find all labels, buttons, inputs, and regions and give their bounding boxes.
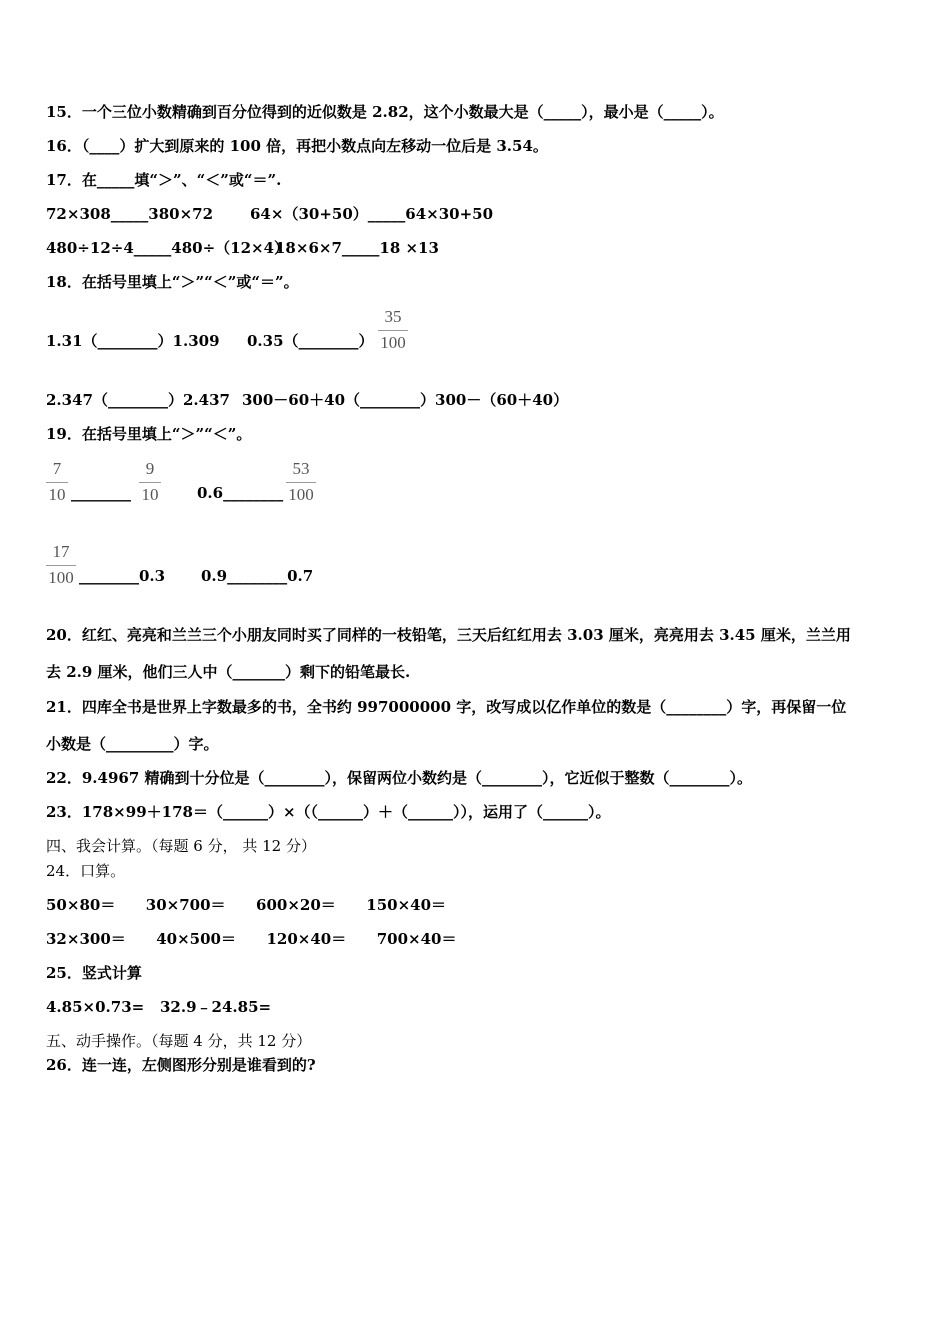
fraction-bar [46, 482, 68, 483]
vertical-calc-item: 32.9﹣24.85= [160, 998, 272, 1016]
question-26: 26．连一连，左侧图形分别是谁看到的? [46, 1056, 316, 1074]
oral-calc-item: 30×700＝ [145, 896, 226, 914]
fraction-numerator: 35 [384, 307, 402, 326]
oral-calc-row [46, 929, 456, 949]
question-21-line-1: 21．四库全书是世界上字数最多的书，全书约 997000000 字，改写成以亿作单位的数是（________）字，再保留一位 [46, 698, 847, 716]
question-15: 15．一个三位小数精确到百分位得到的近似数是 2.82，这个小数最大是（_____），最小是（_____）。 [46, 103, 724, 121]
question-17-title: 17．在_____填“＞”、“＜”或“＝”. [46, 171, 282, 189]
fraction-numerator: 53 [292, 459, 310, 478]
section-4-heading: 四、我会计算。（每题 6 分， 共 12 分） [46, 837, 316, 855]
fraction [378, 306, 408, 354]
oral-calc-item: 600×20＝ [256, 896, 336, 914]
question-19-item: ________0.3 [79, 567, 166, 585]
fraction-denominator: 100 [288, 485, 314, 504]
fraction-denominator: 100 [380, 333, 406, 352]
oral-calc-row [46, 895, 446, 915]
vertical-calc-item: 4.85×0.73= [46, 998, 145, 1016]
question-18-title: 18．在括号里填上“＞”“＜”或“＝”。 [46, 273, 299, 291]
fraction-bar [286, 482, 316, 483]
question-17-item: 72×308_____380×72 [46, 205, 214, 223]
question-18-item: 2.347（________）2.437 [46, 391, 230, 409]
question-20-line-1: 20．红红、亮亮和兰兰三个小朋友同时买了同样的一枝铅笔，三天后红红用去 3.03 厘米，亮亮用去 3.45 厘米，兰兰用 [46, 626, 851, 644]
question-18-item: 300－60＋40（________）300－（60＋40） [242, 391, 569, 409]
oral-calc-item: 50×80＝ [46, 896, 116, 914]
question-19-item: 0.6________ [197, 484, 284, 502]
fraction-denominator: 100 [48, 568, 74, 587]
question-23: 23．178×99＋178＝（______）×（（______）＋（______）），运用了（______）。 [46, 803, 611, 821]
oral-calc-item: 120×40＝ [266, 930, 347, 948]
question-18-item: 1.31（________）1.309 [46, 332, 220, 350]
question-17-item: 64×（30+50）_____64×30+50 [250, 205, 494, 223]
oral-calc-item: 700×40＝ [376, 930, 457, 948]
fraction-denominator: 10 [141, 485, 159, 504]
question-19-title: 19．在括号里填上“＞”“＜”。 [46, 425, 252, 443]
fraction-bar [46, 565, 76, 566]
fraction [46, 458, 68, 506]
question-17-item: 18×6×7_____18 ×13 [275, 239, 439, 257]
fraction-denominator: 10 [48, 485, 66, 504]
question-17-item: 480÷12÷4_____480÷（12×4） [46, 239, 290, 257]
fraction-numerator: 7 [52, 459, 62, 478]
fraction-numerator: 17 [52, 542, 70, 561]
question-20-line-2: 去 2.9 厘米，他们三人中（_______）剩下的铅笔最长. [46, 663, 411, 681]
fraction-numerator: 9 [145, 459, 155, 478]
fraction [139, 458, 161, 506]
oral-calc-item: 150×40＝ [366, 896, 447, 914]
section-5-heading: 五、动手操作。（每题 4 分，共 12 分） [46, 1032, 312, 1050]
question-16: 16．（____）扩大到原来的 100 倍，再把小数点向左移动一位后是 3.54。 [46, 137, 548, 155]
fraction-bar [378, 330, 408, 331]
question-19-item: 0.9________0.7 [201, 567, 314, 585]
question-25-title: 25．竖式计算 [46, 964, 142, 982]
oral-calc-item: 32×300＝ [46, 930, 126, 948]
question-24-title: 24．口算。 [46, 862, 126, 880]
fraction [286, 458, 316, 506]
question-18-item: 0.35（________） [247, 332, 374, 350]
question-21-line-2: 小数是（_________）字。 [46, 735, 219, 753]
question-22: 22．9.4967 精确到十分位是（________），保留两位小数约是（________），它近似于整数（________）。 [46, 769, 753, 787]
fraction [46, 541, 76, 589]
answer-blank[interactable]: ________ [71, 484, 131, 502]
fraction-bar [139, 482, 161, 483]
oral-calc-item: 40×500＝ [156, 930, 236, 948]
